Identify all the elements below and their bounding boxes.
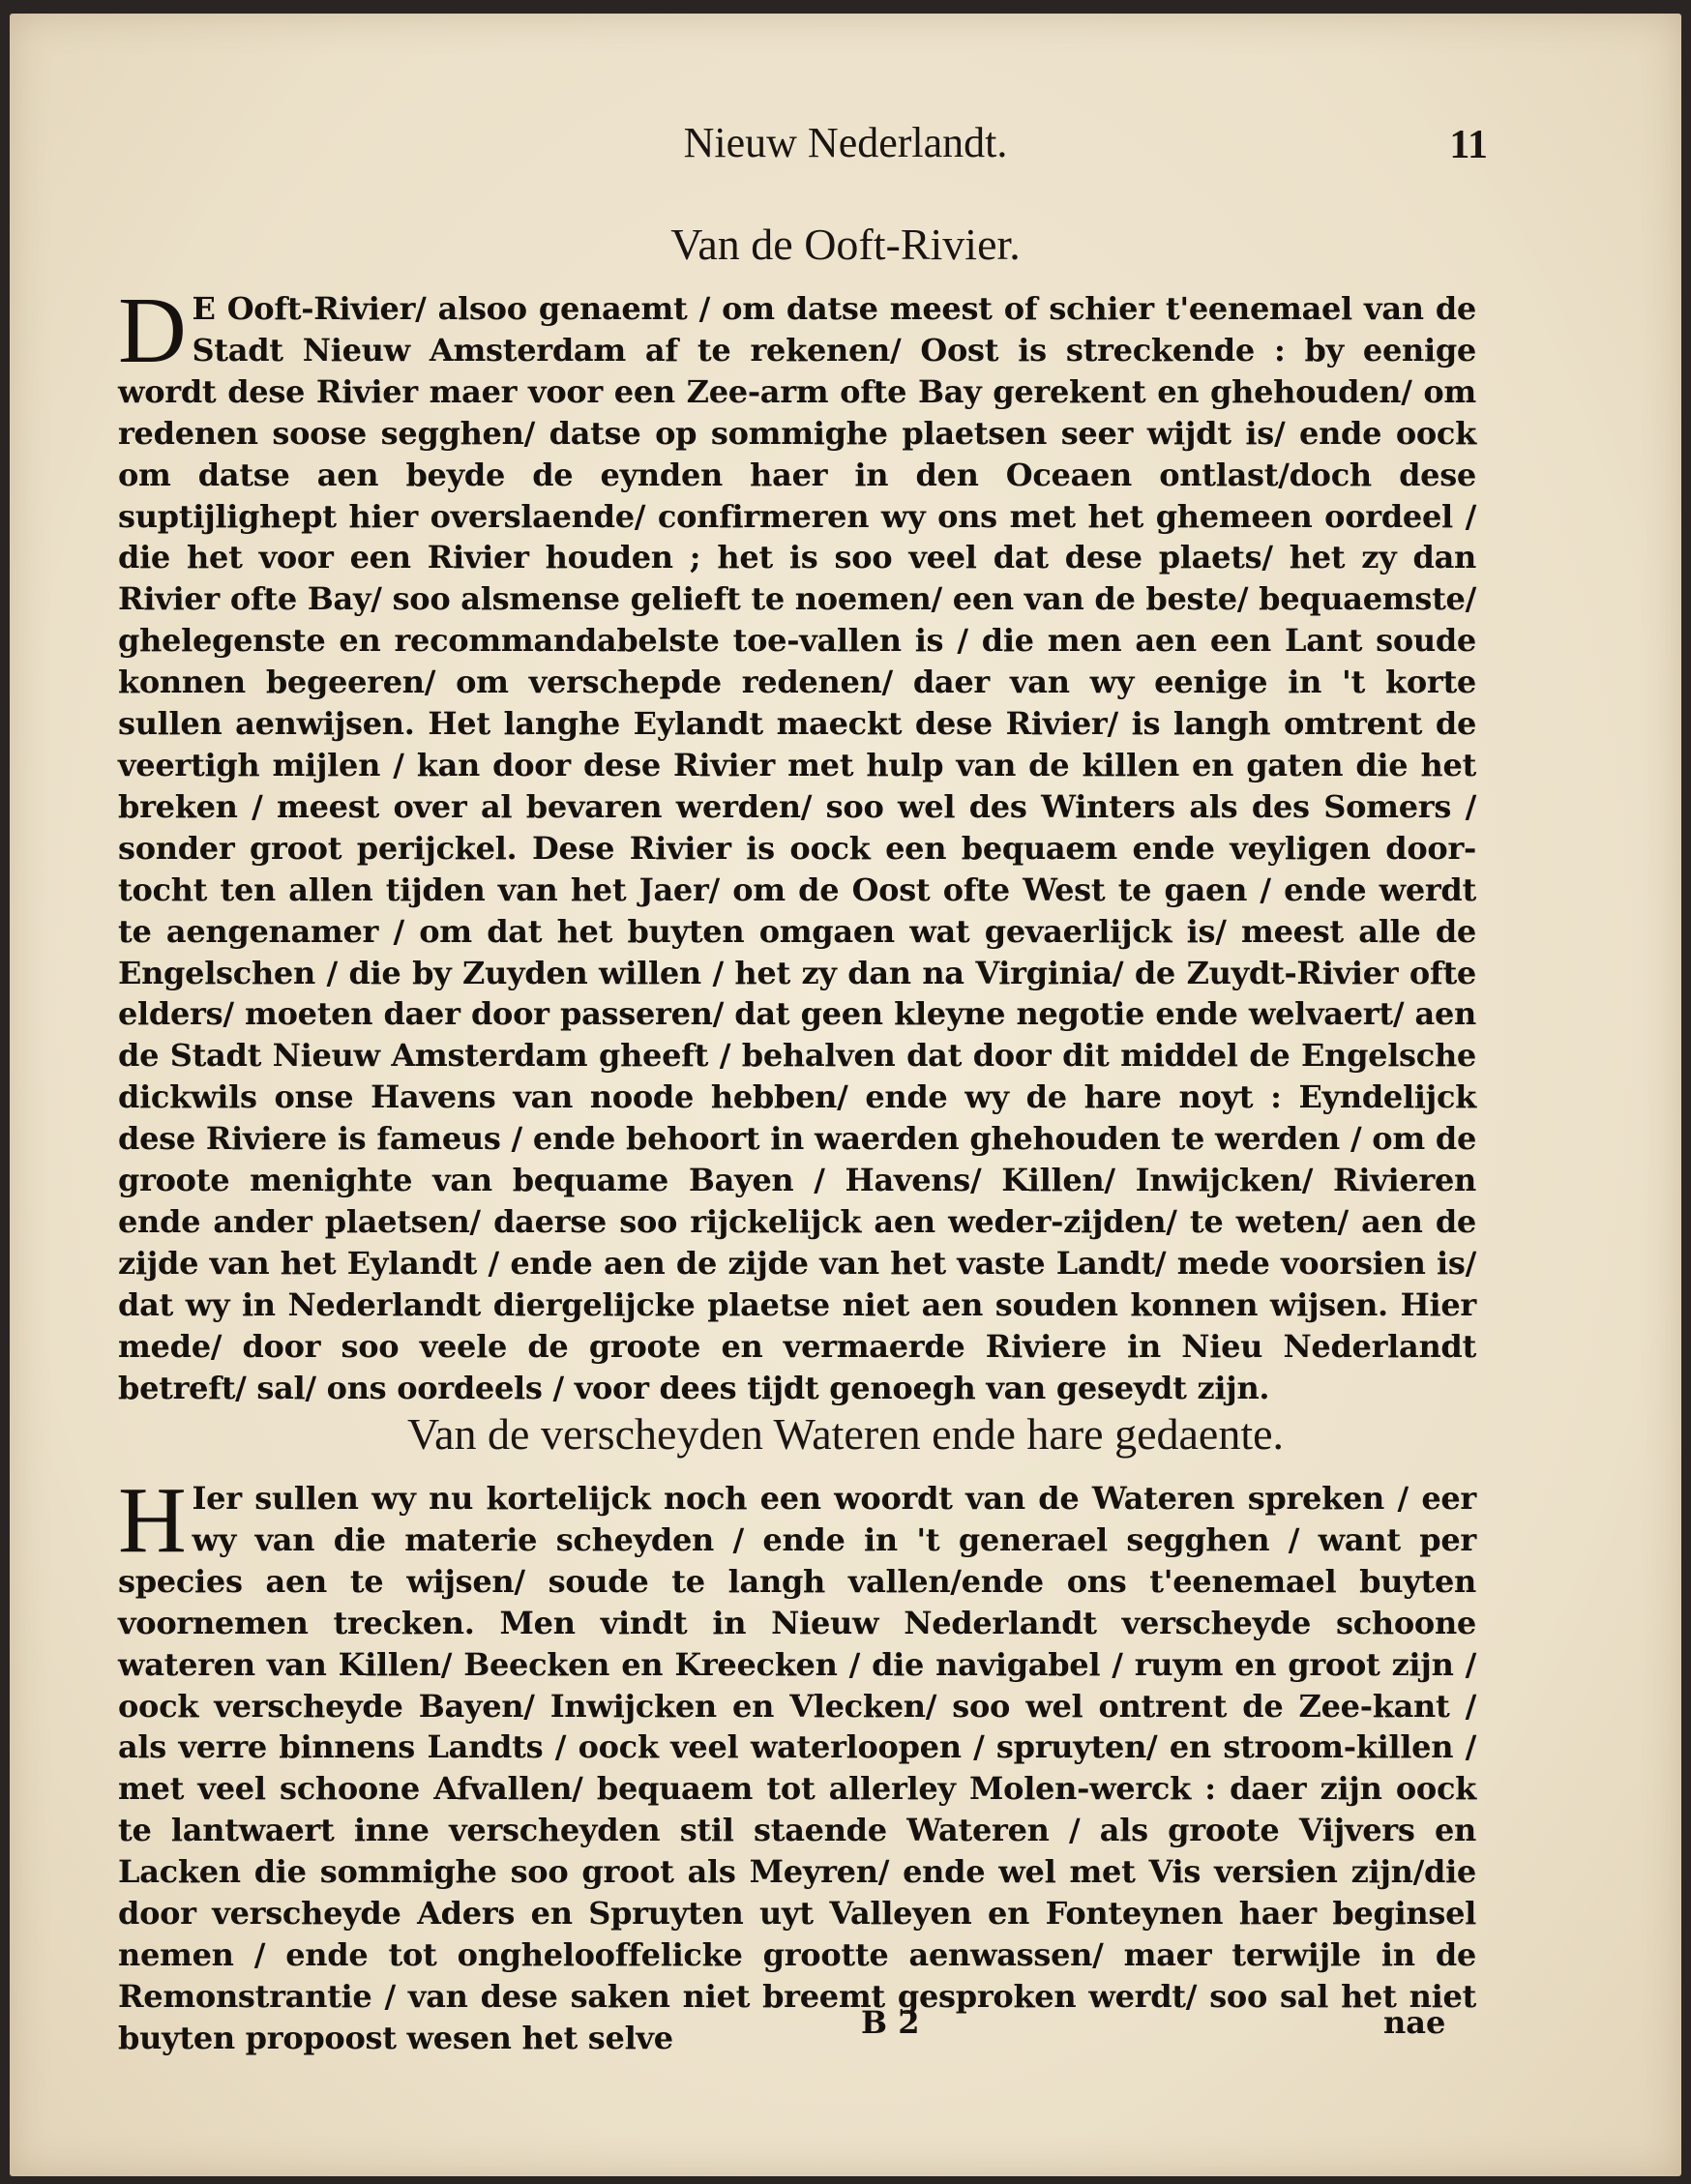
page-footer <box>10 2004 1681 2052</box>
drop-capital: H <box>118 1468 187 1573</box>
catchword: nae <box>1383 2004 1446 2041</box>
signature-mark: B 2 <box>861 2004 920 2041</box>
running-title: Nieuw Nederlandt. <box>683 119 1008 166</box>
paragraph <box>118 279 1476 1408</box>
page-header <box>10 118 1681 176</box>
paragraph-text: Ier sullen wy nu kortelijck noch een woordt van de Wateren spreken / eer wy van die materie scheyden / ende in 't generael segghen / want per species aen te wijsen/ soude te langh vallen/ende ons t'eenemael buyten voornemen trecken. Men vindt in Nieuw Nederlandt verscheyde schoone wateren van Killen/ Beecken en Kreecken / die navigabel / ruym en groot zijn / oock verscheyde Bayen/ Inwijcken en Vlecken/ soo wel ontrent de Zee-kant / als verre binnens Landts / oock veel waterloopen / spruyten/ en stroom-killen / met veel schoone Afvallen/ bequaem tot allerley Molen-werck : daer zijn oock te lantwaert inne verscheyden stil staende Wateren / als groote Vijvers en Lacken die sommighe soo groot als Meyren/ ende wel met Vis versien zijn/die door verscheyde Aders en Spruyten uyt Valleyen en Fonteynen haer beginsel nemen / ende tot onghelooffelicke grootte aenwassen/ maer terwijle in de Remonstrantie / van dese saken niet breemt gesproken werdt/ soo sal het niet buyten propoost wesen het selve <box>118 1480 1476 2056</box>
paragraph-text: E Ooft-Rivier/ alsoo genaemt / om datse meest of schier t'eenemael van de Stadt Nieuw Amsterdam af te rekenen/ Oost is streckende : by eenige wordt dese Rivier maer voor een Zee-arm ofte Bay gerekent en ghehouden/ om redenen soose segghen/ datse op sommighe plaetsen seer wijdt is/ ende oock om datse aen beyde de eynden haer in den Oceaen ontlast/doch dese suptijlighept hier overslaende/ confirmeren wy ons met het ghemeen oordeel / die het voor een Rivier houden ; het is soo veel dat dese plaets/ het zy dan Rivier ofte Bay/ soo alsmense gelieft te noemen/ een van de beste/ bequaemste/ ghelegenste en recommandabelste toe-vallen is / die men aen een Lant soude konnen begeeren/ om verschepde redenen/ daer van wy eenige in 't korte sullen aenwijsen. Het langhe Eylandt maeckt dese Rivier/ is langh omtrent de veertigh mijlen / kan door dese Rivier met hulp van de killen en gaten die het breken / meest over al bevaren werden/ soo wel des Winters als des Somers / sonder groot perijckel. Dese Rivier is oock een bequaem ende veyligen door-tocht ten allen tijden van het Jaer/ om de Oost ofte West te gaen / ende werdt te aengenamer / om dat het buyten omgaen wat gevaerlijck is/ meest alle de Engelschen / die by Zuyden willen / het zy dan na Virginia/ de Zuydt-Rivier ofte elders/ moeten daer door passeren/ dat geen kleyne negotie ende welvaert/ aen de Stadt Nieuw Amsterdam gheeft / behalven dat door dit middel de Engelsche dickwils onse Havens van noode hebben/ ende wy de hare noyt : Eyndelijck dese Riviere is fameus / ende behoort in waerden ghehouden te werden / om de groote menighte van bequame Bayen / Havens/ Killen/ Inwijcken/ Rivieren ende ander plaetsen/ daerse soo rijckelijck aen weder-zijden/ te weten/ aen de zijde van het Eylandt / ende aen de zijde van het vaste Landt/ mede voorsien is/ dat wy in Nederlandt diergelijcke plaetse niet aen souden konnen wijsen. Hier mede/ door soo veele de groote en vermaerde Riviere in Nieu Nederlandt betreft/ sal/ ons oordeels / voor dees tijdt genoegh van geseydt zijn. <box>118 290 1476 1406</box>
page-number: 11 <box>1449 123 1488 167</box>
section-title-oost-rivier: Van de Ooft-Rivier. <box>670 220 1021 269</box>
book-page <box>10 14 1681 2176</box>
paragraph <box>118 1468 1476 2059</box>
section-body-wateren <box>118 1468 1476 2059</box>
section-body-oost-rivier <box>118 279 1476 1408</box>
section-title-wateren: Van de verscheyden Wateren ende hare gedaente. <box>406 1409 1285 1459</box>
drop-capital: D <box>118 279 187 383</box>
